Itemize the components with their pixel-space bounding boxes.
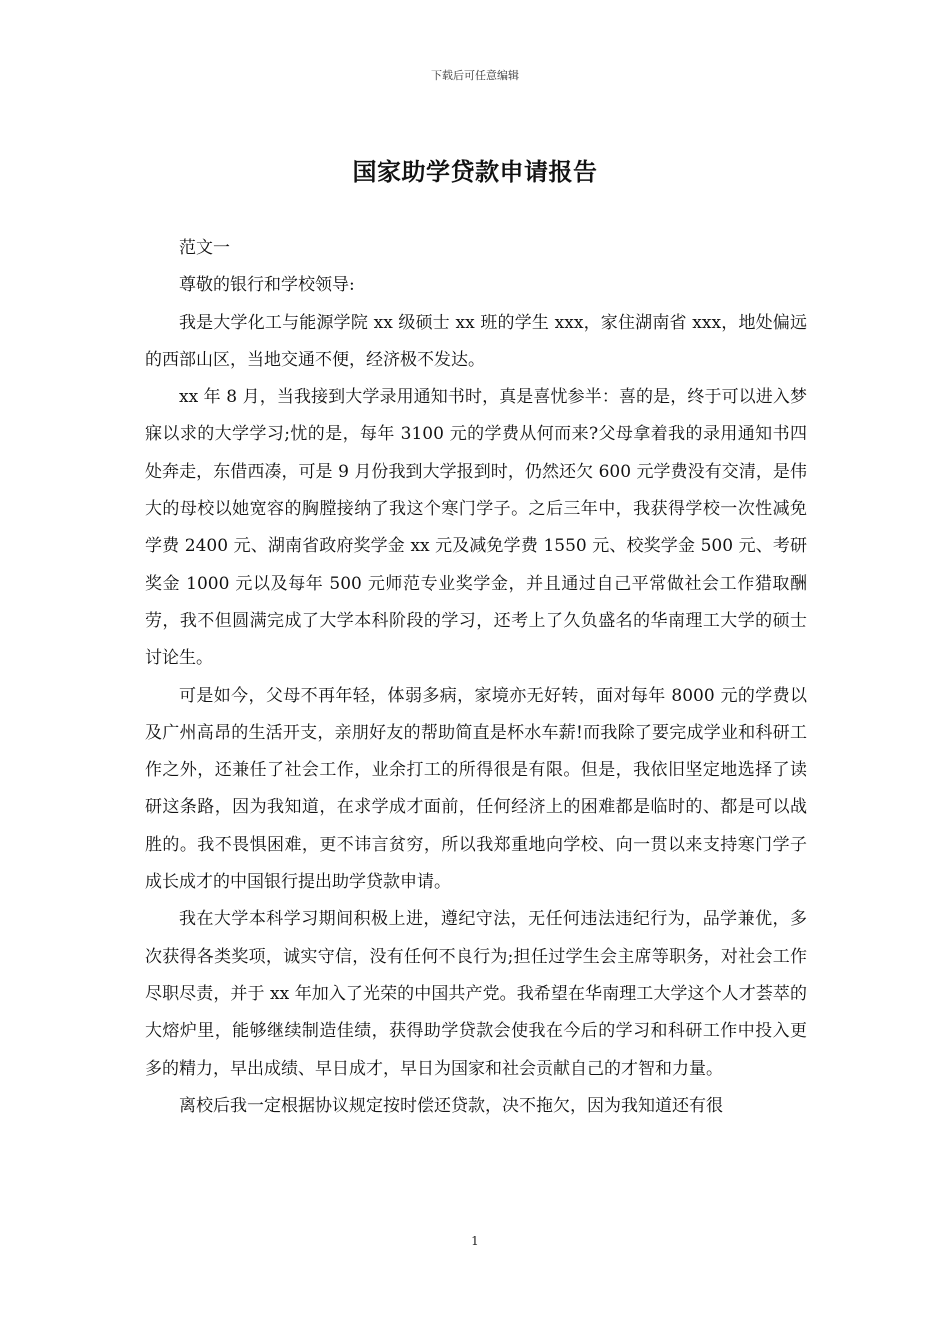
document-body — [145, 230, 807, 1125]
page-header: 下载后可任意编辑 — [431, 69, 519, 82]
salutation: 尊敬的银行和学校领导: — [179, 275, 355, 296]
document-title: 国家助学贷款申请报告 — [352, 158, 598, 186]
body-paragraph: xx 年 8 月，当我接到大学录用通知书时，真是喜忧参半：喜的是，终于可以进入梦寐以求的大学学习;忧的是，每年 3100 元的学费从何而来?父母拿着我的录用通知书四处奔走，东借西凑，可是 9 月份我到大学报到时，仍然还欠 600 元学费没有交清，是伟大的母校以她宽容的胸膛接纳了我这个寒门学子。之后三年中，我获得学校一次性减免学费 2400 元、湖南省政府奖学金 xx 元及减免学费 1550 元、校奖学金 500 元、考研奖金 1000 元以及每年 500 元师范专业奖学金，并且通过自己平常做社会工作猎取酬劳，我不但圆满完成了大学本科阶段的学习，还考上了久负盛名的华南理工大学的硕士讨论生。 — [145, 387, 807, 669]
body-paragraph: 我在大学本科学习期间积极上进，遵纪守法，无任何违法违纪行为，品学兼优，多次获得各类奖项，诚实守信，没有任何不良行为;担任过学生会主席等职务，对社会工作尽职尽责，并于 xx 年加入了光荣的中国共产党。我希望在华南理工大学这个人才荟萃的大熔炉里，能够继续制造佳绩，获得助学贷款会使我在今后的学习和科研工作中投入更多的精力，早出成绩、早日成才，早日为国家和社会贡献自己的才智和力量。 — [145, 909, 807, 1079]
body-paragraph: 我是大学化工与能源学院 xx 级硕士 xx 班的学生 xxx，家住湖南省 xxx，地处偏远的西部山区，当地交通不便，经济极不发达。 — [145, 312, 807, 370]
body-paragraph: 离校后我一定根据协议规定按时偿还贷款，决不拖欠，因为我知道还有很 — [179, 1095, 723, 1116]
page-number: 1 — [471, 1234, 479, 1248]
body-paragraph: 可是如今，父母不再年轻，体弱多病，家境亦无好转，面对每年 8000 元的学费以及广州高昂的生活开支，亲朋好友的帮助简直是杯水车薪!而我除了要完成学业和科研工作之外，还兼任了社会工作，业余打工的所得很是有限。但是，我依旧坚定地选择了读研这条路，因为我知道，在求学成才面前，任何经济上的困难都是临时的、都是可以战胜的。我不畏惧困难，更不讳言贫穷，所以我郑重地向学校、向一贯以来支持寒门学子成长成才的中国银行提出助学贷款申请。 — [145, 685, 807, 893]
section-label: 范文一 — [179, 238, 230, 258]
